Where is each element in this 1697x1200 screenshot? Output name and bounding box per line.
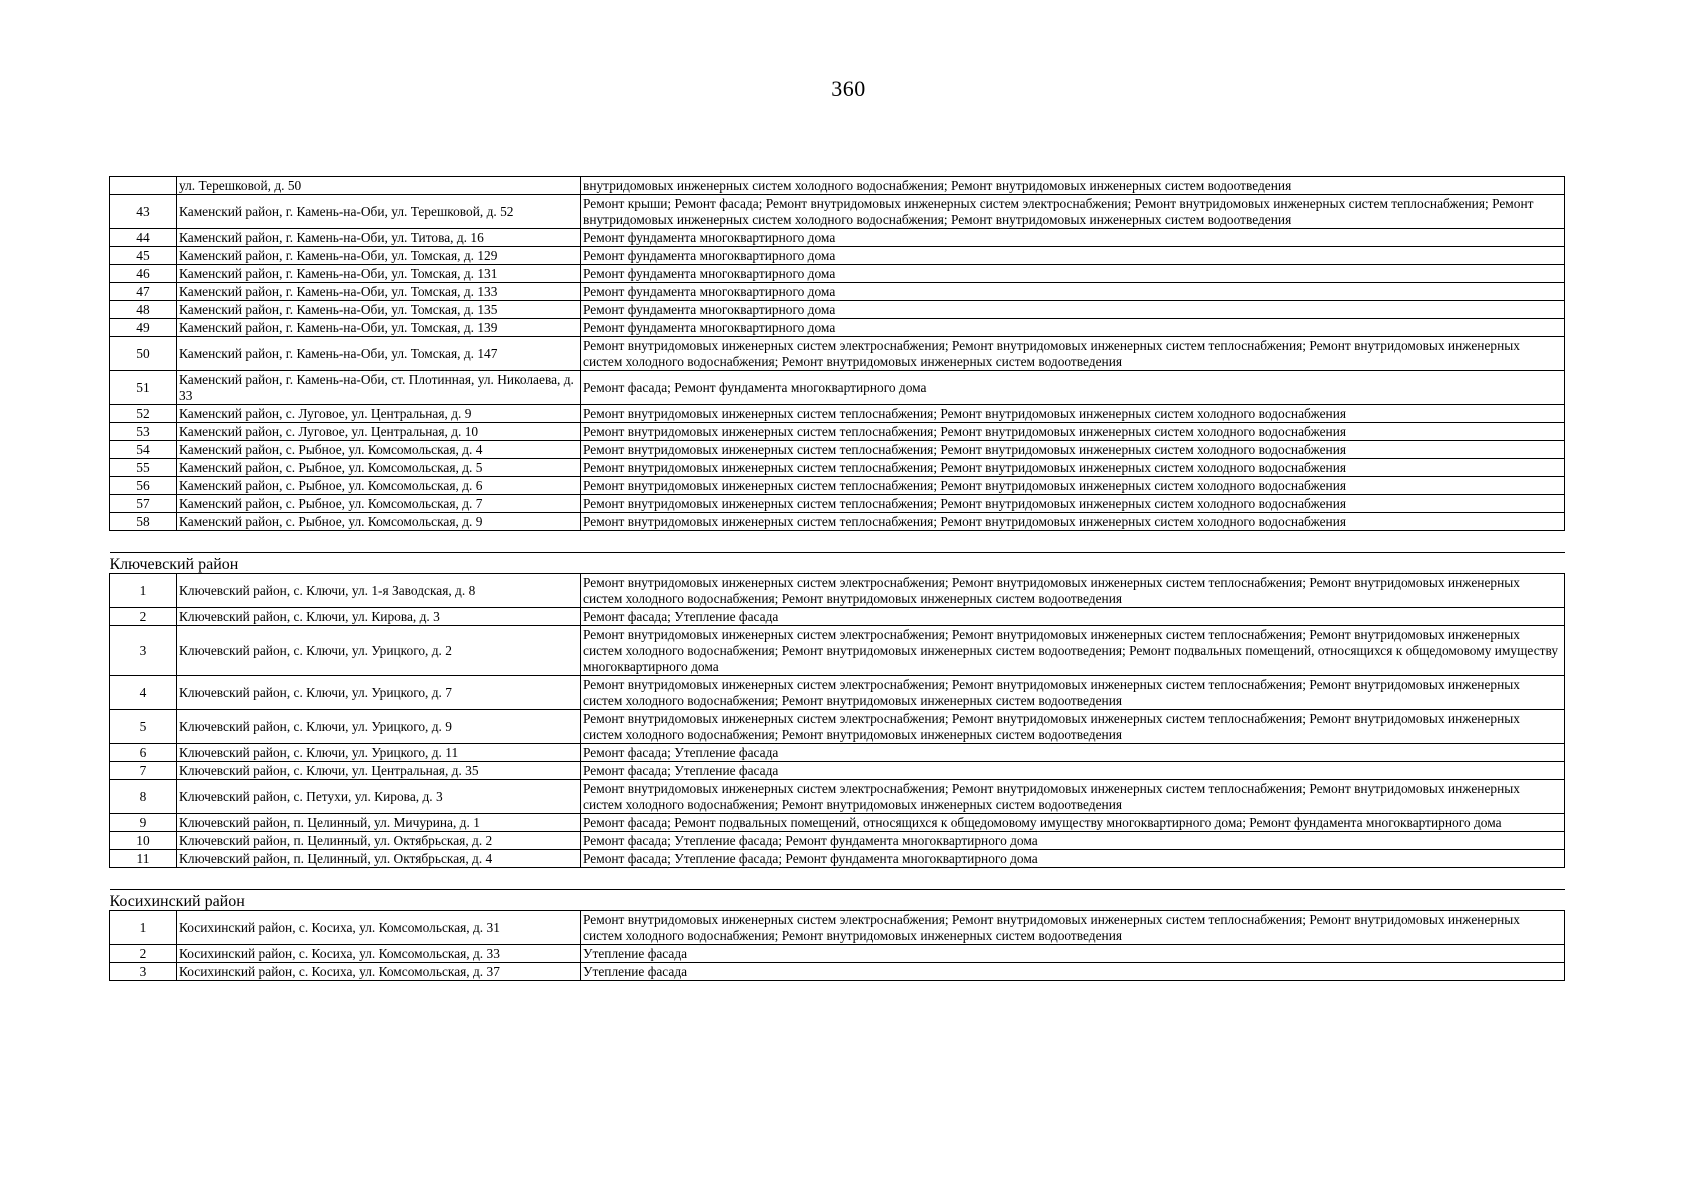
row-number: 58: [110, 513, 177, 531]
table-row: [110, 513, 1565, 531]
page-number: 360: [831, 76, 866, 101]
row-works: внутридомовых инженерных систем холодного водоснабжения; Ремонт внутридомовых инженерных систем водоотведения: [581, 177, 1565, 195]
row-address: Ключевский район, п. Целинный, ул. Мичурина, д. 1: [177, 814, 581, 832]
repair-schedule-table: [109, 176, 1565, 981]
row-works: Ремонт фундамента многоквартирного дома: [581, 319, 1565, 337]
row-address: Каменский район, г. Камень-на-Оби, ул. Томская, д. 135: [177, 301, 581, 319]
row-works: Ремонт внутридомовых инженерных систем теплоснабжения; Ремонт внутридомовых инженерных систем холодного водоснабжения: [581, 423, 1565, 441]
row-address: Каменский район, с. Рыбное, ул. Комсомольская, д. 4: [177, 441, 581, 459]
row-number: 1: [110, 574, 177, 608]
table-row: [110, 850, 1565, 868]
table-row: [110, 744, 1565, 762]
table-row: [110, 780, 1565, 814]
section-title-klyuchevsky: Ключевский район: [110, 553, 1565, 574]
row-number: 11: [110, 850, 177, 868]
row-works: Ремонт внутридомовых инженерных систем теплоснабжения; Ремонт внутридомовых инженерных систем холодного водоснабжения: [581, 513, 1565, 531]
row-number: 53: [110, 423, 177, 441]
row-address: Каменский район, г. Камень-на-Оби, ул. Томская, д. 133: [177, 283, 581, 301]
row-works: Ремонт внутридомовых инженерных систем электроснабжения; Ремонт внутридомовых инженерных систем теплоснабжения; Ремонт внутридомовых инженерных систем холодного водоснабжения; Ремонт внутридомовых инженерных систем водоотведения: [581, 337, 1565, 371]
table-row: [110, 963, 1565, 981]
row-address: Ключевский район, с. Ключи, ул. Кирова, д. 3: [177, 608, 581, 626]
row-address: ул. Терешковой, д. 50: [177, 177, 581, 195]
row-number: 6: [110, 744, 177, 762]
row-number: 46: [110, 265, 177, 283]
row-works: Ремонт внутридомовых инженерных систем теплоснабжения; Ремонт внутридомовых инженерных систем холодного водоснабжения: [581, 441, 1565, 459]
row-works: Ремонт фасада; Утепление фасада; Ремонт фундамента многоквартирного дома: [581, 832, 1565, 850]
row-works: Ремонт внутридомовых инженерных систем электроснабжения; Ремонт внутридомовых инженерных систем теплоснабжения; Ремонт внутридомовых инженерных систем холодного водоснабжения; Ремонт внутридомовых инженерных систем водоотведения: [581, 780, 1565, 814]
row-works: Ремонт фундамента многоквартирного дома: [581, 265, 1565, 283]
section-gap: [110, 531, 1565, 574]
kamensky-rows: [110, 177, 1565, 531]
row-address: Ключевский район, с. Ключи, ул. Урицкого, д. 7: [177, 676, 581, 710]
row-address: Каменский район, с. Рыбное, ул. Комсомольская, д. 5: [177, 459, 581, 477]
table-row: [110, 945, 1565, 963]
table-row: [110, 459, 1565, 477]
table-row: [110, 177, 1565, 195]
row-address: Ключевский район, п. Целинный, ул. Октябрьская, д. 2: [177, 832, 581, 850]
row-works: Ремонт фасада; Утепление фасада: [581, 608, 1565, 626]
table-row: [110, 229, 1565, 247]
row-address: Каменский район, г. Камень-на-Оби, ул. Терешковой, д. 52: [177, 195, 581, 229]
table-row: [110, 762, 1565, 780]
row-address: Каменский район, с. Рыбное, ул. Комсомольская, д. 7: [177, 495, 581, 513]
klyuchevsky-rows: [110, 574, 1565, 868]
row-works: Ремонт фасада; Утепление фасада; Ремонт фундамента многоквартирного дома: [581, 850, 1565, 868]
table-row: [110, 337, 1565, 371]
row-works: Ремонт внутридомовых инженерных систем электроснабжения; Ремонт внутридомовых инженерных систем теплоснабжения; Ремонт внутридомовых инженерных систем холодного водоснабжения; Ремонт внутридомовых инженерных систем водоотведения: [581, 911, 1565, 945]
row-works: Ремонт внутридомовых инженерных систем электроснабжения; Ремонт внутридомовых инженерных систем теплоснабжения; Ремонт внутридомовых инженерных систем холодного водоснабжения; Ремонт внутридомовых инженерных систем водоотведения: [581, 574, 1565, 608]
table-row: [110, 423, 1565, 441]
table-row: [110, 626, 1565, 676]
row-number: 51: [110, 371, 177, 405]
row-works: Ремонт фасада; Ремонт фундамента многоквартирного дома: [581, 371, 1565, 405]
row-works: Ремонт крыши; Ремонт фасада; Ремонт внутридомовых инженерных систем электроснабжения; Ремонт внутридомовых инженерных систем теплоснабжения; Ремонт внутридомовых инженерных систем холодного водоснабжения; Ремонт внутридомовых инженерных систем водоотведения: [581, 195, 1565, 229]
row-address: Каменский район, г. Камень-на-Оби, ул. Томская, д. 131: [177, 265, 581, 283]
row-address: Ключевский район, с. Петухи, ул. Кирова, д. 3: [177, 780, 581, 814]
row-number: 3: [110, 626, 177, 676]
row-number: 5: [110, 710, 177, 744]
row-address: Ключевский район, с. Ключи, ул. Урицкого, д. 11: [177, 744, 581, 762]
section-title-kosikhinsky: Косихинский район: [110, 890, 1565, 911]
row-number: 52: [110, 405, 177, 423]
row-number: 1: [110, 911, 177, 945]
row-works: Ремонт фасада; Утепление фасада: [581, 744, 1565, 762]
row-address: Косихинский район, с. Косиха, ул. Комсомольская, д. 31: [177, 911, 581, 945]
row-works: Ремонт внутридомовых инженерных систем электроснабжения; Ремонт внутридомовых инженерных систем теплоснабжения; Ремонт внутридомовых инженерных систем холодного водоснабжения; Ремонт внутридомовых инженерных систем водоотведения; Ремонт подвальных помещений, относящихся к общедомовому имуществу многоквартирного дома: [581, 626, 1565, 676]
row-number: 54: [110, 441, 177, 459]
table-row: [110, 441, 1565, 459]
table-row: [110, 405, 1565, 423]
row-number: 2: [110, 608, 177, 626]
row-number: 49: [110, 319, 177, 337]
row-number: 3: [110, 963, 177, 981]
row-address: Каменский район, г. Камень-на-Оби, ул. Титова, д. 16: [177, 229, 581, 247]
row-address: Каменский район, с. Рыбное, ул. Комсомольская, д. 6: [177, 477, 581, 495]
row-address: Каменский район, г. Камень-на-Оби, ул. Томская, д. 139: [177, 319, 581, 337]
row-number: 8: [110, 780, 177, 814]
row-works: Ремонт внутридомовых инженерных систем электроснабжения; Ремонт внутридомовых инженерных систем теплоснабжения; Ремонт внутридомовых инженерных систем холодного водоснабжения; Ремонт внутридомовых инженерных систем водоотведения: [581, 676, 1565, 710]
table-row: [110, 495, 1565, 513]
table-row: [110, 477, 1565, 495]
row-works: Ремонт внутридомовых инженерных систем теплоснабжения; Ремонт внутридомовых инженерных систем холодного водоснабжения: [581, 495, 1565, 513]
row-works: Ремонт внутридомовых инженерных систем теплоснабжения; Ремонт внутридомовых инженерных систем холодного водоснабжения: [581, 459, 1565, 477]
row-number: 47: [110, 283, 177, 301]
row-number: 7: [110, 762, 177, 780]
row-works: Ремонт фундамента многоквартирного дома: [581, 301, 1565, 319]
row-number: 56: [110, 477, 177, 495]
table-row: [110, 676, 1565, 710]
row-address: Ключевский район, п. Целинный, ул. Октябрьская, д. 4: [177, 850, 581, 868]
row-number: 50: [110, 337, 177, 371]
table-row: [110, 247, 1565, 265]
row-address: Ключевский район, с. Ключи, ул. Урицкого, д. 9: [177, 710, 581, 744]
row-address: Ключевский район, с. Ключи, ул. 1-я Заводская, д. 8: [177, 574, 581, 608]
row-number: 4: [110, 676, 177, 710]
table-row: [110, 911, 1565, 945]
table-row: [110, 832, 1565, 850]
row-works: Ремонт внутридомовых инженерных систем электроснабжения; Ремонт внутридомовых инженерных систем теплоснабжения; Ремонт внутридомовых инженерных систем холодного водоснабжения; Ремонт внутридомовых инженерных систем водоотведения: [581, 710, 1565, 744]
row-works: Ремонт фасада; Утепление фасада: [581, 762, 1565, 780]
section-gap: [110, 868, 1565, 911]
table-row: [110, 195, 1565, 229]
row-address: Косихинский район, с. Косиха, ул. Комсомольская, д. 37: [177, 963, 581, 981]
row-number: 44: [110, 229, 177, 247]
row-address: Ключевский район, с. Ключи, ул. Урицкого, д. 2: [177, 626, 581, 676]
row-number: 48: [110, 301, 177, 319]
row-works: Ремонт внутридомовых инженерных систем теплоснабжения; Ремонт внутридомовых инженерных систем холодного водоснабжения: [581, 477, 1565, 495]
row-address: Каменский район, с. Луговое, ул. Центральная, д. 10: [177, 423, 581, 441]
table-row: [110, 283, 1565, 301]
row-number: 55: [110, 459, 177, 477]
row-works: Ремонт фундамента многоквартирного дома: [581, 283, 1565, 301]
row-number: [110, 177, 177, 195]
kosikhinsky-rows: [110, 911, 1565, 981]
row-address: Каменский район, г. Камень-на-Оби, ул. Томская, д. 147: [177, 337, 581, 371]
table-row: [110, 814, 1565, 832]
table-row: [110, 608, 1565, 626]
row-address: Ключевский район, с. Ключи, ул. Центральная, д. 35: [177, 762, 581, 780]
row-number: 43: [110, 195, 177, 229]
table-row: [110, 265, 1565, 283]
row-works: Утепление фасада: [581, 945, 1565, 963]
row-address: Каменский район, г. Камень-на-Оби, ст. Плотинная, ул. Николаева, д. 33: [177, 371, 581, 405]
row-works: Ремонт фундамента многоквартирного дома: [581, 247, 1565, 265]
row-address: Косихинский район, с. Косиха, ул. Комсомольская, д. 33: [177, 945, 581, 963]
row-works: Утепление фасада: [581, 963, 1565, 981]
row-number: 9: [110, 814, 177, 832]
row-address: Каменский район, с. Рыбное, ул. Комсомольская, д. 9: [177, 513, 581, 531]
table-row: [110, 319, 1565, 337]
row-number: 10: [110, 832, 177, 850]
table-row: [110, 574, 1565, 608]
row-works: Ремонт фасада; Ремонт подвальных помещений, относящихся к общедомовому имуществу многоквартирного дома; Ремонт фундамента многоквартирного дома: [581, 814, 1565, 832]
table-row: [110, 301, 1565, 319]
table-row: [110, 371, 1565, 405]
row-address: Каменский район, с. Луговое, ул. Центральная, д. 9: [177, 405, 581, 423]
row-works: Ремонт фундамента многоквартирного дома: [581, 229, 1565, 247]
row-number: 2: [110, 945, 177, 963]
row-address: Каменский район, г. Камень-на-Оби, ул. Томская, д. 129: [177, 247, 581, 265]
table-row: [110, 710, 1565, 744]
row-works: Ремонт внутридомовых инженерных систем теплоснабжения; Ремонт внутридомовых инженерных систем холодного водоснабжения: [581, 405, 1565, 423]
row-number: 57: [110, 495, 177, 513]
row-number: 45: [110, 247, 177, 265]
